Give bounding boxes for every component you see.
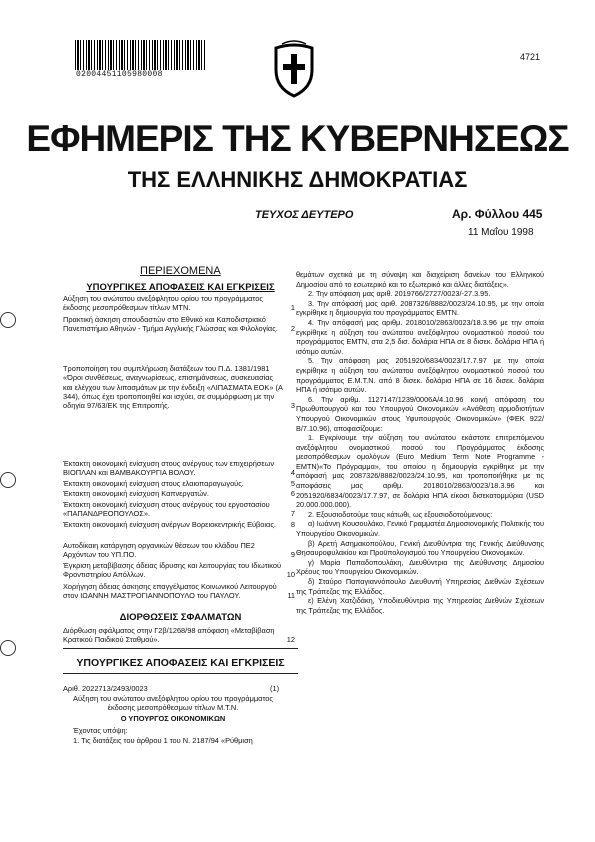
gazette-title: ΕΦΗΜΕΡΙΣ ΤΗΣ ΚΥΒΕΡΝΗΣΕΩΣ xyxy=(26,118,569,159)
decision-point: 1. Τις διατάξεις του άρθρου 1 του Ν. 2187/94 «Ρύθμιση xyxy=(73,736,253,745)
toc-entry: Έκτακτη οικονομική ενίσχυση στους ανέργους των επιχειρήσεων ΒΙΟΠΛΑΝ και ΒΑΜΒΑΚΟΥΡΓΙΑ ΒΟΛΟΥ. 4 xyxy=(63,459,295,478)
paragraph: β) Αρετή Ασημακοπούλου, Γενική Διευθύντρια της Γενικής Διεύθυνσης Θησαυροφυλακίου και Προϋπολογισμού του Υπουργείου Οικονομικών. xyxy=(296,538,544,558)
barcode xyxy=(75,40,205,70)
paragraph: 1. Εγκρίνουμε την αύξηση του ανώτατου εκάστοτε επιτρεπόμενου ανεξόφλητου ονομαστικού ποσού του Προγράμματος έκδοσης μεσοπρόθεσμων ομολόγων (Euro Medium Term Note Programme - EMTN)«Το Πρόγραμμα», του οποίου η δημιουργία εγκρίθηκε με την απόφασή μας 2087326/8882/0023/24.10.95, και τροποποιήθηκε με τις αποφάσεις μας αριθμ. 2018010/2863/0023/18.3.96 και 2051920/6834/0023/17.7.97, σε δολάρια ΗΠΑ είκοσι δισεκατομμύρια (USD 20.000.000.000). xyxy=(296,433,544,510)
toc-entry: Χορήγηση άδειας άσκησης επαγγέλματος Κοινωνικού Λειτουργού στον ΙΩΑΝΝΗ ΜΑΣΤΡΟΓΙΑΝΝΟΠΟΥΛΟ του ΠΑΥΛΟΥ. 11 xyxy=(63,582,295,601)
divider xyxy=(63,673,298,674)
decision-ref: (1) xyxy=(270,684,280,693)
decision-number: Αριθ. 2022713/2493/0023 xyxy=(63,684,148,693)
punch-hole-icon xyxy=(0,472,16,488)
paragraph: ε) Ελένη Χατζιδάκη, Υποδιευθύντρια της Υπηρεσίας Διεθνών Σχέσεων της Τράπεζας της Ελλάδος. xyxy=(296,596,544,615)
sheet-number: Αρ. Φύλλου 445 xyxy=(452,207,543,221)
toc-entry: Αύξηση του ανώτατου ανεξόφλητου ορίου του προγράμματος έκδοσης μεσοπρόθεσμων τίτλων ΜΤΝ. 1 xyxy=(63,294,295,313)
paragraph: 3. Την απόφασή μας αριθ. 2087326/8882/0023/24.10.95, με την οποία εγκρίθηκε η δημιουργία του προγράμματος ΕΜΤΝ. xyxy=(296,298,544,318)
right-column xyxy=(296,270,544,615)
divider xyxy=(63,648,298,649)
gazette-subtitle: ΤΗΣ ΕΛΛΗΝΙΚΗΣ ΔΗΜΟΚΡΑΤΙΑΣ xyxy=(127,167,468,192)
paragraph: 2. Εξουσιοδοτούμε τους κάτωθι, ως εξουσιοδοτούμενους: xyxy=(308,509,493,519)
decision-title: Αύξηση του ανώτατου ανεξόφλητου ορίου του προγράμματος έκδοσης μεσοπρόθεσμων τίτλων Μ.Τ.Ν. xyxy=(73,694,273,713)
toc-section-corrections: ΔΙΟΡΘΩΣΕΙΣ ΣΦΑΛΜΑΤΩΝ xyxy=(119,612,242,623)
issue-date: 11 Μαΐου 1998 xyxy=(468,227,534,238)
decisions-heading: ΥΠΟΥΡΓΙΚΕΣ ΑΠΟΦΑΣΕΙΣ ΚΑΙ ΕΓΚΡΙΣΕΙΣ xyxy=(76,657,285,669)
paragraph: 2. Την απόφαση μας αριθ. 2019766/2727/0023/-27.3.95. xyxy=(308,289,491,299)
toc-entry: Τροποποίηση του συμπλήρωση διατάξεων του Π.Δ. 1381/1981 «Όροι συνθέσεως, αναγνωρίσεως, επισημάνσεως, συσκευασίας και ελέγχου των λιπασμάτων με την ένδειξη «ΛΙΠΑΣΜΑΤΑ ΕΟΚ» (Α 344), όπως έχει τροποποιηθεί και ισχύει, σε συμμόρφωση με την οδηγία 97/63/ΕΚ της Επιτροπής. 3 xyxy=(63,364,295,411)
minister-heading: Ο ΥΠΟΥΡΓΟΣ ΟΙΚΟΝΟΜΙΚΩΝ xyxy=(120,714,226,723)
paragraph: γ) Μαρία Παπαδοπουλάκη, Διευθύντρια της Διεύθυνσης Δημοσίου Χρέους του Υπουργείου Οικονομικών. xyxy=(296,557,544,577)
toc-entry: Έγκριση μεταβίβασης άδειας ίδρυσης και λειτουργίας του Ιδιωτικού Φροντιστηρίου Απόλλων. 10 xyxy=(63,561,295,580)
punch-hole-icon xyxy=(0,312,16,328)
paragraph: 4. Την απόφασή μας αριθμ. 2018010/2863/0023/18.3.96 με την οποία εγκρίθηκε η αύξηση του ανώτατου ανεξόφλητου ονομαστικού ποσού του προγράμματος ΕΜΤΝ, στα 2,5 δισ. δολάρια ΗΠΑ σε 8 δισεκ. δολάρια ΗΠΑ ή ισότιμο αυτών. xyxy=(296,317,544,356)
issue-series: ΤΕΥΧΟΣ ΔΕΥΤΕΡΟ xyxy=(255,209,354,221)
toc-section-decisions: ΥΠΟΥΡΓΙΚΕΣ ΑΠΟΦΑΣΕΙΣ ΚΑΙ ΕΓΚΡΙΣΕΙΣ xyxy=(86,282,275,293)
toc-entry: Αυτοδίκαιη κατάργηση οργανικών θέσεων του κλάδου ΠΕ2 Αρχόντων του ΥΠ.ΠΟ. 9 xyxy=(63,541,295,560)
paragraph: α) Ιωάννη Κουσουλάκο, Γενικό Γραμματέα Δημοσιονομικής Πολιτικής του Υπουργείου Οικονομικών. xyxy=(296,519,544,539)
coat-of-arms-emblem xyxy=(272,40,316,100)
toc-entry: Έκτακτη οικονομική ενίσχυση ανέργων Βορειοκεντρικής Εύβοιας. 8 xyxy=(63,520,295,529)
toc-entry: Έκτακτη οικονομική ενίσχυση στους ανέργους του εργοστασίου «ΠΑΠΑΝΔΡΕΟΠΟΥΛΟΣ». 7 xyxy=(63,500,295,519)
paragraph: 5. Την απόφαση μας 2051920/6834/0023/17.7.97 με την οποία εγκρίθηκε η αύξηση του ανώτατου ανεξόφλητου ονομαστικού ποσού του προγράμματος Ε.Μ.Τ.Ν. από 8 δισεκ. δολάρια ΗΠΑ σε 16 δισεκ. δολάρια ΗΠΑ ή ισότιμο αυτών. xyxy=(296,356,544,395)
having-in-mind: Έχοντας υπόψη: xyxy=(73,726,128,735)
toc-entry: Πρακτική άσκηση σπουδαστών στο Εθνικό και Καποδιστριακό Πανεπιστήμιο Αθηνών - Τμήμα Αγγλικής Γλώσσας και Φιλολογίας. 2 xyxy=(63,315,295,334)
page-number: 4721 xyxy=(520,52,541,62)
barcode-number: 02004451105980008 xyxy=(76,70,163,79)
paragraph: 6. Την αριθμ. 1127147/1239/0006Α/4.10.96 κοινή απόφαση του Πρωθυπουργού και του Υπουργού Οικονομικών «Ανάθεση αρμοδιοτήτων Υπουργού Οικονομικών στους Υφυπουργούς Οικονομικών» (ΦΕΚ 922/Β/7.10.96), αποφασίζουμε: xyxy=(296,394,544,433)
paragraph: δ) Σταύρο Παπαγιαννόπουλο Διευθυντή Υπηρεσίας Διεθνών Σχέσεων της Τράπεζας της Ελλάδος. xyxy=(296,577,544,596)
toc-title: ΠΕΡΙΕΧΟΜΕΝΑ xyxy=(140,265,221,277)
punch-hole-icon xyxy=(0,640,16,656)
toc-entry: Έκτακτη οικονομική ενίσχυση στους ελαιοπαραγωγούς. 5 xyxy=(63,479,295,488)
toc-entry: Έκτακτη οικονομική ενίσχυση Καπνεργατών. 6 xyxy=(63,489,295,498)
paragraph: θεμάτων σχετικά με τη σύναψη και διαχείριση δανείων του Ελληνικού Δημοσίου από το εσωτερικό και το εξωτερικό και άλλες διατάξεις». xyxy=(296,270,544,289)
toc-entry: Διόρθωση σφάλματος στην Γ2β/1268/98 απόφαση «Μεταβίβαση Κρατικού Παιδικού Σταθμού». 12 xyxy=(63,626,295,645)
